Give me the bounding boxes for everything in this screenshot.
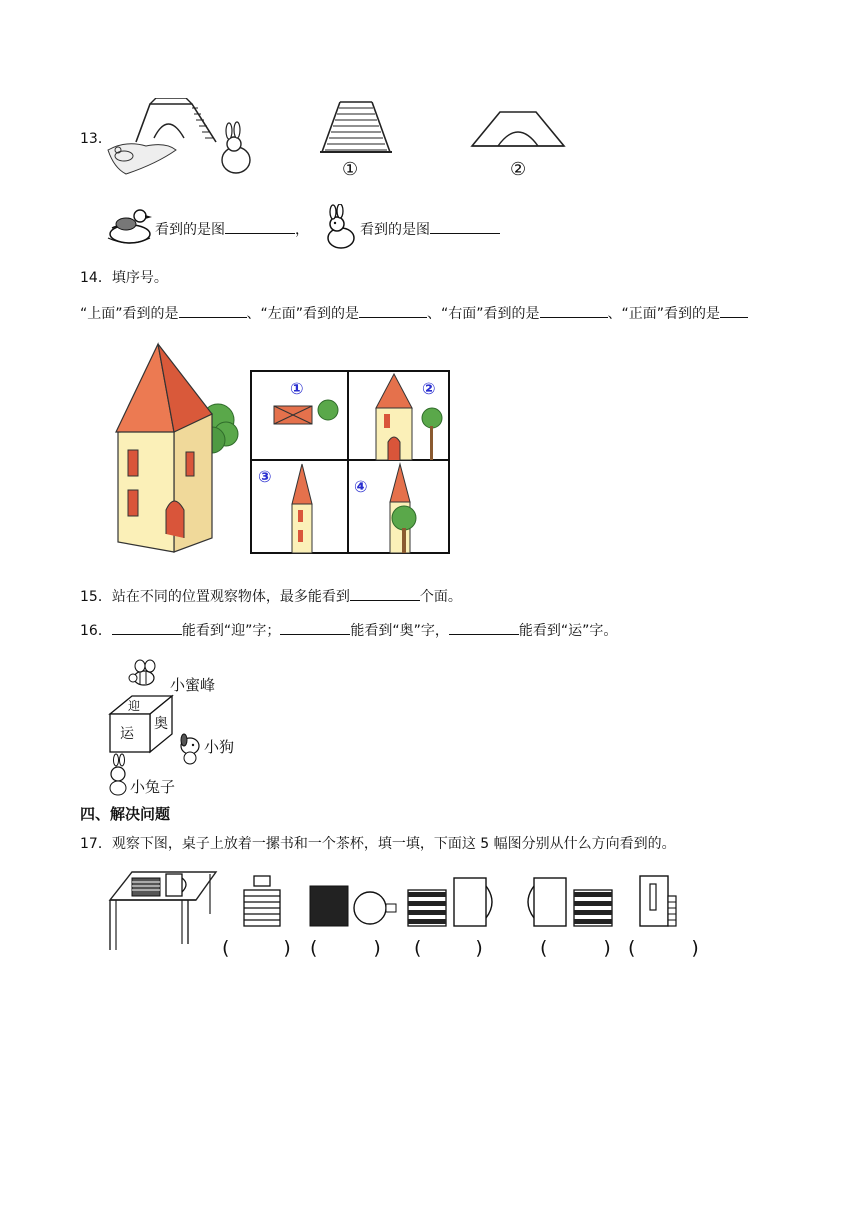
q16-number: 16． xyxy=(80,623,112,639)
q13-answer-line xyxy=(155,219,309,240)
bee-label: 小蜜峰 xyxy=(170,676,216,694)
tower-building-illustration xyxy=(112,342,240,554)
q14-title: 14．填序号。 xyxy=(80,270,168,286)
duck-icon xyxy=(102,206,154,246)
q16-part-1: 能看到“迎”字； xyxy=(181,623,281,639)
q14-left-blank[interactable] xyxy=(359,303,427,318)
duck-view-text: 看到的是图 xyxy=(155,222,225,238)
q15-line xyxy=(80,586,462,607)
q17-answer-3[interactable] xyxy=(414,938,483,958)
q13-option-2: ② xyxy=(510,159,527,180)
q14-panel-1-label: ① xyxy=(290,379,304,398)
dog-label: 小狗 xyxy=(204,738,235,756)
q14-left-label: “左面”看到的是 xyxy=(260,306,360,322)
q14-right-blank[interactable] xyxy=(540,303,608,318)
q15-answer-blank[interactable] xyxy=(350,586,420,601)
view-2-top xyxy=(306,884,398,930)
q13-number: 13． xyxy=(80,131,112,147)
duck-answer-blank[interactable] xyxy=(225,219,295,234)
q13-option-1: ① xyxy=(342,159,359,180)
q17-answer-4[interactable] xyxy=(540,938,611,958)
q17-text: 17．观察下图，桌子上放着一摞书和一个茶杯，填一填，下面这 5 幅图分别从什么方向看到的。 xyxy=(80,836,676,852)
paren-open: ( xyxy=(310,937,318,959)
bee-icon xyxy=(129,660,155,685)
q17-answer-5[interactable] xyxy=(628,938,699,958)
cube-side-char: 奥 xyxy=(154,716,168,732)
rabbit-icon xyxy=(320,204,360,250)
q14-top-blank[interactable] xyxy=(179,303,247,318)
paren-open: ( xyxy=(540,937,548,959)
q16-cube-illustration xyxy=(100,656,250,798)
q14-separator: 、 xyxy=(246,306,261,322)
paren-close: ) xyxy=(603,937,611,959)
rabbit-icon xyxy=(110,754,126,795)
view-3-front xyxy=(404,876,500,928)
q14-fill-line xyxy=(80,303,748,324)
paren-open: ( xyxy=(222,937,230,959)
dog-icon xyxy=(181,734,199,764)
q14-front-blank[interactable] xyxy=(720,303,748,318)
q14-separator: 、 xyxy=(607,306,622,322)
view-1-books-side xyxy=(240,874,284,930)
q16-blank-3[interactable] xyxy=(449,620,519,635)
q13-stairs-view xyxy=(318,100,394,156)
q17-answer-1[interactable] xyxy=(222,938,291,958)
q15-text-before: 15．站在不同的位置观察物体，最多能看到 xyxy=(80,589,350,605)
q14-top-label: “上面”看到的是 xyxy=(80,306,179,322)
q16-blank-1[interactable] xyxy=(112,620,182,635)
q13-side-view xyxy=(470,108,566,148)
q16-blank-2[interactable] xyxy=(280,620,350,635)
view-5-side xyxy=(636,874,682,930)
rabbit-view-text: 看到的是图 xyxy=(360,222,430,238)
paren-open: ( xyxy=(628,937,636,959)
rabbit-label: 小兔子 xyxy=(130,778,176,796)
q16-part-2: 能看到“奥”字， xyxy=(350,623,449,639)
q14-right-label: “右面”看到的是 xyxy=(441,306,540,322)
q14-panel-4-label: ④ xyxy=(354,477,368,496)
q14-panel-2-label: ② xyxy=(422,379,436,398)
q14-view-grid xyxy=(250,370,450,554)
q14-front-label: “正面”看到的是 xyxy=(621,306,721,322)
cube-front-char: 运 xyxy=(120,726,134,742)
q16-part-3: 能看到“运”字。 xyxy=(518,623,618,639)
q13-bridge-scene xyxy=(106,98,256,182)
paren-close: ) xyxy=(691,937,699,959)
q16-line xyxy=(80,620,617,641)
rabbit-answer-blank[interactable] xyxy=(430,219,500,234)
q14-panel-3-label: ③ xyxy=(258,467,272,486)
table-with-books-and-cup xyxy=(106,868,218,952)
q17-answer-2[interactable] xyxy=(310,938,381,958)
paren-close: ) xyxy=(373,937,381,959)
q13-comma: ， xyxy=(295,222,309,238)
view-4-back xyxy=(522,876,618,928)
q14-separator: 、 xyxy=(427,306,442,322)
section-heading: 四、解决问题 xyxy=(80,805,171,823)
cube-top-char: 迎 xyxy=(128,699,141,713)
paren-close: ) xyxy=(475,937,483,959)
paren-open: ( xyxy=(414,937,422,959)
paren-close: ) xyxy=(283,937,291,959)
q15-text-after: 个面。 xyxy=(419,589,462,605)
q13-rabbit-line xyxy=(360,219,500,240)
